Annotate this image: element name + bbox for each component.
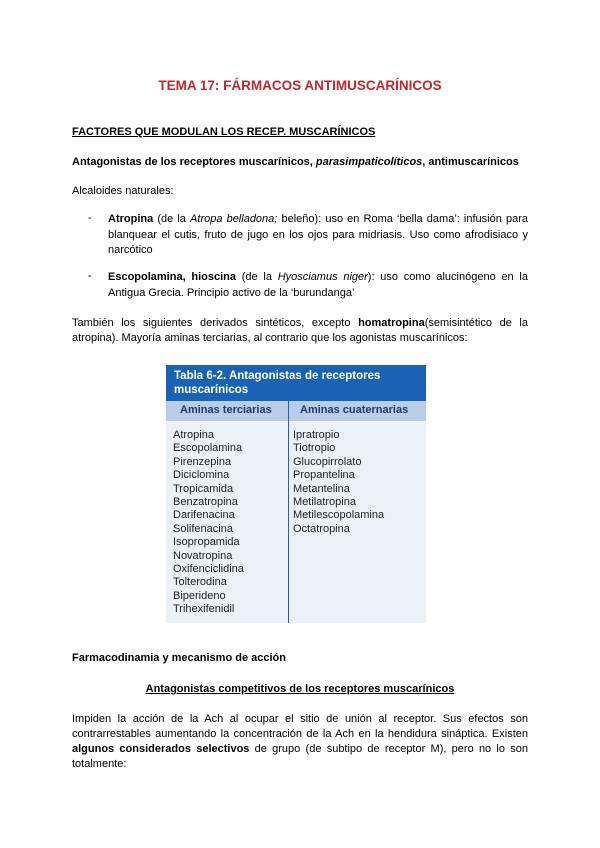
alcaloides-label: Alcaloides naturales:	[72, 185, 174, 197]
table-cell: Ipratropio	[293, 429, 340, 441]
table-cell: Isopropamida	[173, 536, 240, 549]
table-cell: Darifenacina	[173, 509, 235, 522]
competitivos-heading: Antagonistas competitivos de los receptores muscarínicos	[145, 683, 455, 695]
col-header-quaternary: Aminas cuaternarias	[300, 404, 409, 416]
bullet-italic: Atropa belladona;	[190, 213, 278, 225]
bullet-rest: beleño): uso en Roma ‘bella dama’: infusión para blanquear el cutis, fruto de jugo en los ojos para midriasis. Uso como afrodisiaco y narcótico	[108, 213, 528, 256]
table-cell: Escopolamina	[173, 442, 243, 455]
final-bold: algunos considerados selectivos	[72, 743, 250, 755]
derivados-part1: También los siguientes derivados sintéticos, excepto	[72, 317, 359, 329]
subheading	[72, 156, 519, 168]
table-cell: Solifenacina	[173, 522, 233, 535]
bullet-rest: ): uso como alucinógeno en la Antigua Grecia. Principio activo de la ‘burundanga’	[108, 271, 528, 299]
bullet-italic: Hyosciamus niger	[277, 271, 368, 283]
antagonist-table	[166, 365, 426, 623]
table-cell: Tiotropio	[293, 442, 336, 455]
subheading-part2: , antimuscarínicos	[422, 156, 519, 168]
col-header-tertiary: Aminas terciarias	[180, 404, 272, 416]
subheading-italic: parasimpaticolíticos	[315, 156, 423, 168]
final-paragraph	[72, 712, 528, 772]
bullet-bold: Atropina	[108, 213, 154, 225]
table-cell: Octatropina	[293, 522, 350, 535]
table-cell: Atropina	[173, 429, 214, 441]
table-cell: Diciclomina	[173, 469, 230, 482]
final-part2: de grupo (de subtipo de receptor M), pero no lo son totalmente:	[72, 743, 528, 770]
table-cell: Trihexifenidil	[173, 603, 235, 616]
table-cell: Tolterodina	[173, 576, 227, 589]
table-cell: Propantelina	[293, 469, 355, 482]
table-cell: Pirenzepina	[173, 455, 232, 468]
table-cell: Metilatropina	[293, 495, 356, 508]
table-title: Tabla 6-2. Antagonistas de receptores muscarínicos	[166, 365, 426, 401]
derivados-bold: homatropina	[358, 317, 425, 329]
bullet-pre-italic: (de la	[153, 213, 191, 225]
tertiary-amines-list	[173, 429, 244, 616]
farmacodinamia-heading: Farmacodinamia y mecanismo de acción	[72, 652, 286, 664]
table-cell: Metantelina	[293, 482, 350, 495]
bullet-item	[108, 212, 528, 259]
bullet-marker: -	[88, 212, 92, 224]
column-divider	[288, 401, 289, 623]
derivados-paragraph	[72, 316, 528, 346]
table-cell: Glucopirrolato	[293, 455, 362, 468]
section-heading: FACTORES QUE MODULAN LOS RECEP. MUSCARÍNICOS	[72, 126, 376, 138]
table-cell: Tropicamida	[173, 482, 234, 495]
table-cell: Biperideno	[173, 589, 226, 602]
derivados-part2: (semisintético de la atropina). Mayoría aminas terciarias, al contrario que los agonistas muscarínicos:	[72, 317, 528, 344]
table-cell: Oxifenciclidina	[173, 562, 244, 575]
bullet-item	[108, 270, 528, 301]
table-cell: Novatropina	[173, 549, 233, 562]
table-column-headers	[166, 401, 426, 421]
table-cell: Benzatropina	[173, 495, 238, 508]
bullet-marker: -	[88, 270, 92, 282]
bullet-bold: Escopolamina, hioscina	[108, 271, 236, 283]
page-title: TEMA 17: FÁRMACOS ANTIMUSCARÍNICOS	[158, 78, 442, 93]
bullet-pre-italic: (de la	[236, 271, 278, 283]
final-part1: Impiden la acción de la Ach al ocupar el sitio de unión al receptor. Sus efectos son contrarrestables aumentando la concentración de la Ach en la hendidura sináptica. Existen	[72, 713, 528, 740]
subheading-part1: Antagonistas de los receptores muscarínicos,	[72, 156, 316, 168]
table-cell: Metilescopolamina	[293, 509, 385, 522]
quaternary-amines-list	[293, 429, 384, 536]
